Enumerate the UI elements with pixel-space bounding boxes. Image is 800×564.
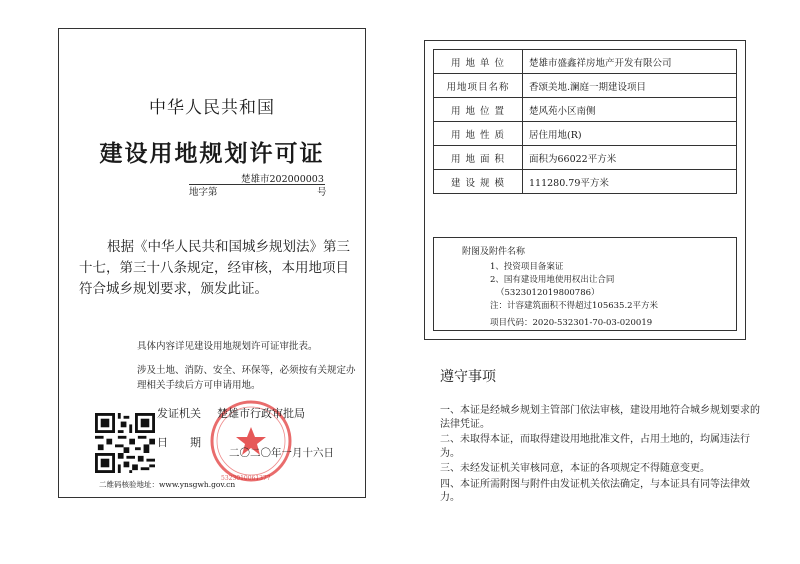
certificate-details-page bbox=[424, 40, 746, 340]
rule-item: 二、未取得本证，而取得建设用地批准文件，占用土地的，均属违法行为。 bbox=[440, 434, 750, 459]
info-row bbox=[434, 170, 737, 194]
info-value: 楚雄市盛鑫祥房地产开发有限公司 bbox=[523, 50, 737, 74]
info-row bbox=[434, 98, 737, 122]
attachment-note: 注：计容建筑面积不得超过105635.2平方米 bbox=[490, 301, 659, 311]
rule-item: 四、本证所需附图与附件由发证机关依法确定，与本证具有同等法律效力。 bbox=[440, 478, 750, 503]
info-value: 111280.79平方米 bbox=[523, 170, 737, 194]
issuer-label: 发证机关 bbox=[157, 407, 201, 420]
info-key: 用 地 单 位 bbox=[434, 50, 523, 74]
project-code: 项目代码：2020-532301-70-03-020019 bbox=[490, 318, 653, 328]
info-key: 用 地 位 置 bbox=[434, 98, 523, 122]
seal-number: 5323010061377 bbox=[221, 475, 271, 482]
info-row bbox=[434, 74, 737, 98]
attachments-box bbox=[433, 237, 737, 331]
info-row bbox=[434, 122, 737, 146]
info-value: 香颂美地.澜庭一期建设项目 bbox=[523, 74, 737, 98]
issue-date: 二〇二〇年一月十六日 bbox=[229, 447, 334, 459]
date-label: 日 期 bbox=[157, 436, 201, 449]
qr-caption: 二维码核验地址：www.ynsgwh.gov.cn bbox=[99, 480, 236, 489]
land-info-table bbox=[433, 49, 737, 194]
info-key: 用地项目名称 bbox=[434, 74, 523, 98]
rules-title: 遵守事项 bbox=[440, 369, 496, 385]
note-requirements: 涉及土地、消防、安全、环保等，必须按有关规定办理相关手续后方可申请用地。 bbox=[137, 365, 356, 391]
info-row bbox=[434, 50, 737, 74]
info-row bbox=[434, 146, 737, 170]
info-key: 用 地 面 积 bbox=[434, 146, 523, 170]
attachments-title: 附图及附件名称 bbox=[462, 247, 526, 257]
certificate-number: 楚雄市202000003 bbox=[241, 174, 324, 185]
certificate-body-text: 根据《中华人民共和国城乡规划法》第三十七，第三十八条规定，经审核，本用地项目符合城乡规划要求，颁发此证。 bbox=[79, 239, 350, 297]
cert-suffix: 号 bbox=[317, 187, 327, 198]
info-value: 楚风苑小区南侧 bbox=[523, 98, 737, 122]
country-title: 中华人民共和国 bbox=[149, 98, 275, 118]
rule-item: 三、未经发证机关审核同意，本证的各项规定不得随意变更。 bbox=[440, 463, 710, 474]
info-value: 居住用地(R) bbox=[523, 122, 737, 146]
attachment-item: 2、国有建设用地使用权出让合同 bbox=[490, 275, 615, 285]
certificate-front-page bbox=[58, 28, 366, 498]
info-key: 建 设 规 模 bbox=[434, 170, 523, 194]
attachment-item: （5323012019800786） bbox=[496, 288, 600, 298]
qr-code-icon bbox=[95, 413, 155, 473]
issuer-name: 楚雄市行政审批局 bbox=[217, 407, 305, 420]
cert-prefix: 地字第 bbox=[189, 187, 218, 198]
info-key: 用 地 性 质 bbox=[434, 122, 523, 146]
rules-section bbox=[440, 366, 760, 507]
attachment-item: 1、投资项目备案证 bbox=[490, 262, 564, 272]
rule-item: 一、本证是经城乡规划主管部门依法审核，建设用地符合城乡规划要求的法律凭证。 bbox=[440, 405, 760, 430]
note-details: 具体内容详见建设用地规划许可证审批表。 bbox=[137, 341, 318, 352]
certificate-title: 建设用地规划许可证 bbox=[99, 141, 325, 167]
info-value: 面积为66022平方米 bbox=[523, 146, 737, 170]
